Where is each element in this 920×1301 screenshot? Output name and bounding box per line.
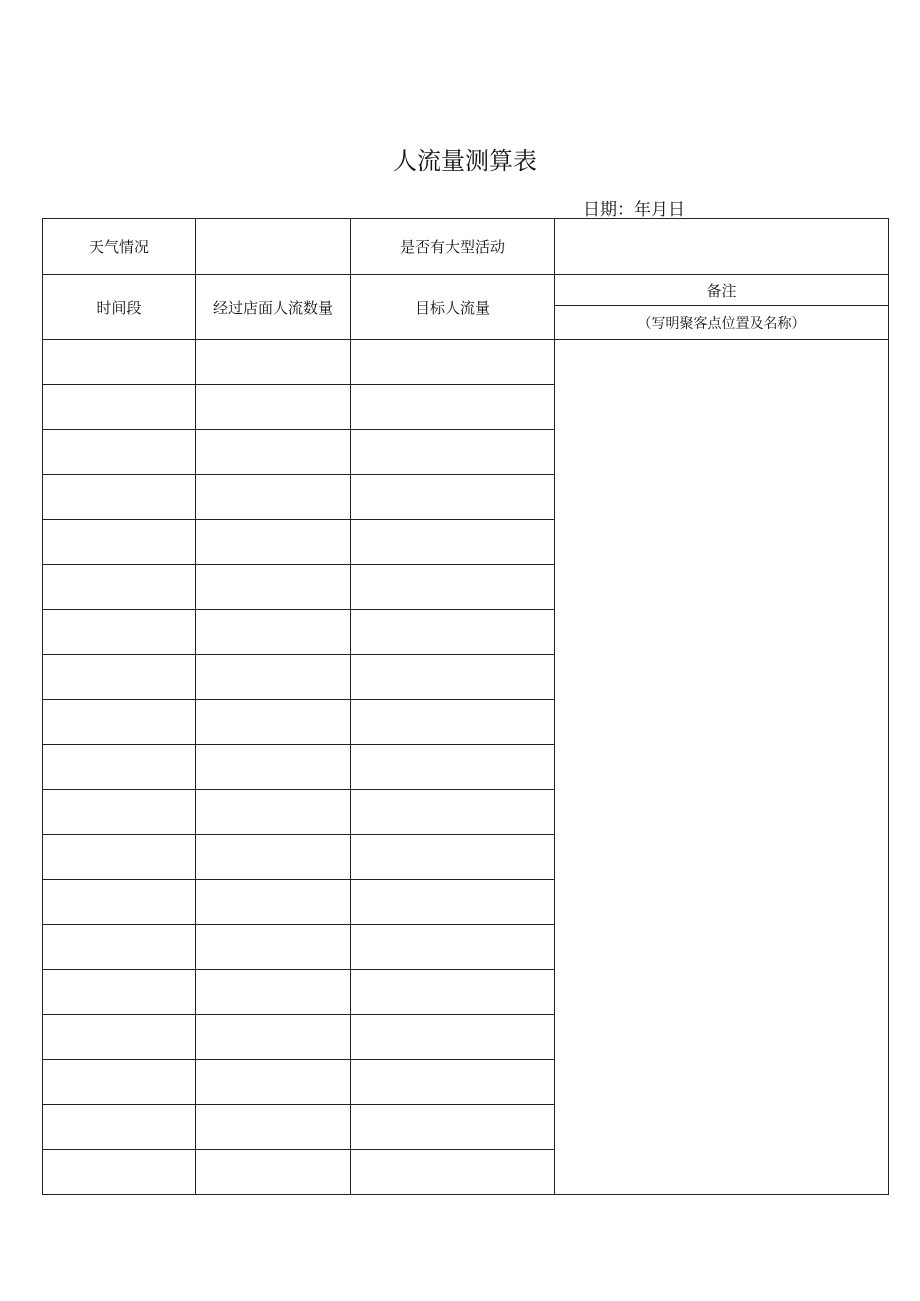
time-period-cell[interactable] [43,430,196,475]
target-traffic-cell[interactable] [351,340,555,385]
target-traffic-cell[interactable] [351,385,555,430]
passing-traffic-cell[interactable] [196,1015,351,1060]
target-traffic-cell[interactable] [351,745,555,790]
header-row [43,275,889,306]
passing-traffic-cell[interactable] [196,700,351,745]
time-period-cell[interactable] [43,1060,196,1105]
target-traffic-cell[interactable] [351,700,555,745]
target-traffic-cell[interactable] [351,430,555,475]
remarks-cell[interactable] [555,340,889,1195]
time-period-cell[interactable] [43,970,196,1015]
passing-traffic-cell[interactable] [196,925,351,970]
passing-traffic-cell[interactable] [196,970,351,1015]
passing-traffic-cell[interactable] [196,430,351,475]
header-passing-traffic: 经过店面人流数量 [196,275,351,340]
date-label: 日期：年月日 [583,200,685,220]
target-traffic-cell[interactable] [351,1060,555,1105]
header-remarks-hint: （写明聚客点位置及名称） [555,306,889,340]
event-value-cell[interactable] [555,219,889,275]
time-period-cell[interactable] [43,1015,196,1060]
time-period-cell[interactable] [43,520,196,565]
time-period-cell[interactable] [43,385,196,430]
target-traffic-cell[interactable] [351,1150,555,1195]
header-remarks: 备注 [555,275,889,306]
passing-traffic-cell[interactable] [196,385,351,430]
weather-value-cell[interactable] [196,219,351,275]
time-period-cell[interactable] [43,610,196,655]
target-traffic-cell[interactable] [351,475,555,520]
target-traffic-cell[interactable] [351,1105,555,1150]
time-period-cell[interactable] [43,565,196,610]
table-row [43,340,889,385]
weather-label: 天气情况 [43,219,196,275]
time-period-cell[interactable] [43,1105,196,1150]
passing-traffic-cell[interactable] [196,745,351,790]
header-time-period: 时间段 [43,275,196,340]
passing-traffic-cell[interactable] [196,655,351,700]
target-traffic-cell[interactable] [351,970,555,1015]
passing-traffic-cell[interactable] [196,1060,351,1105]
passing-traffic-cell[interactable] [196,835,351,880]
target-traffic-cell[interactable] [351,1015,555,1060]
target-traffic-cell[interactable] [351,790,555,835]
target-traffic-cell[interactable] [351,520,555,565]
time-period-cell[interactable] [43,655,196,700]
passing-traffic-cell[interactable] [196,790,351,835]
foot-traffic-table [42,218,889,1195]
target-traffic-cell[interactable] [351,610,555,655]
document-title: 人流量测算表 [393,147,537,175]
time-period-cell[interactable] [43,745,196,790]
passing-traffic-cell[interactable] [196,520,351,565]
passing-traffic-cell[interactable] [196,1105,351,1150]
time-period-cell[interactable] [43,925,196,970]
target-traffic-cell[interactable] [351,880,555,925]
target-traffic-cell[interactable] [351,565,555,610]
header-target-traffic: 目标人流量 [351,275,555,340]
event-label: 是否有大型活动 [351,219,555,275]
time-period-cell[interactable] [43,700,196,745]
time-period-cell[interactable] [43,880,196,925]
target-traffic-cell[interactable] [351,925,555,970]
time-period-cell[interactable] [43,1150,196,1195]
target-traffic-cell[interactable] [351,655,555,700]
passing-traffic-cell[interactable] [196,340,351,385]
passing-traffic-cell[interactable] [196,880,351,925]
weather-row [43,219,889,275]
passing-traffic-cell[interactable] [196,610,351,655]
time-period-cell[interactable] [43,835,196,880]
passing-traffic-cell[interactable] [196,475,351,520]
time-period-cell[interactable] [43,340,196,385]
target-traffic-cell[interactable] [351,835,555,880]
passing-traffic-cell[interactable] [196,565,351,610]
passing-traffic-cell[interactable] [196,1150,351,1195]
time-period-cell[interactable] [43,475,196,520]
time-period-cell[interactable] [43,790,196,835]
